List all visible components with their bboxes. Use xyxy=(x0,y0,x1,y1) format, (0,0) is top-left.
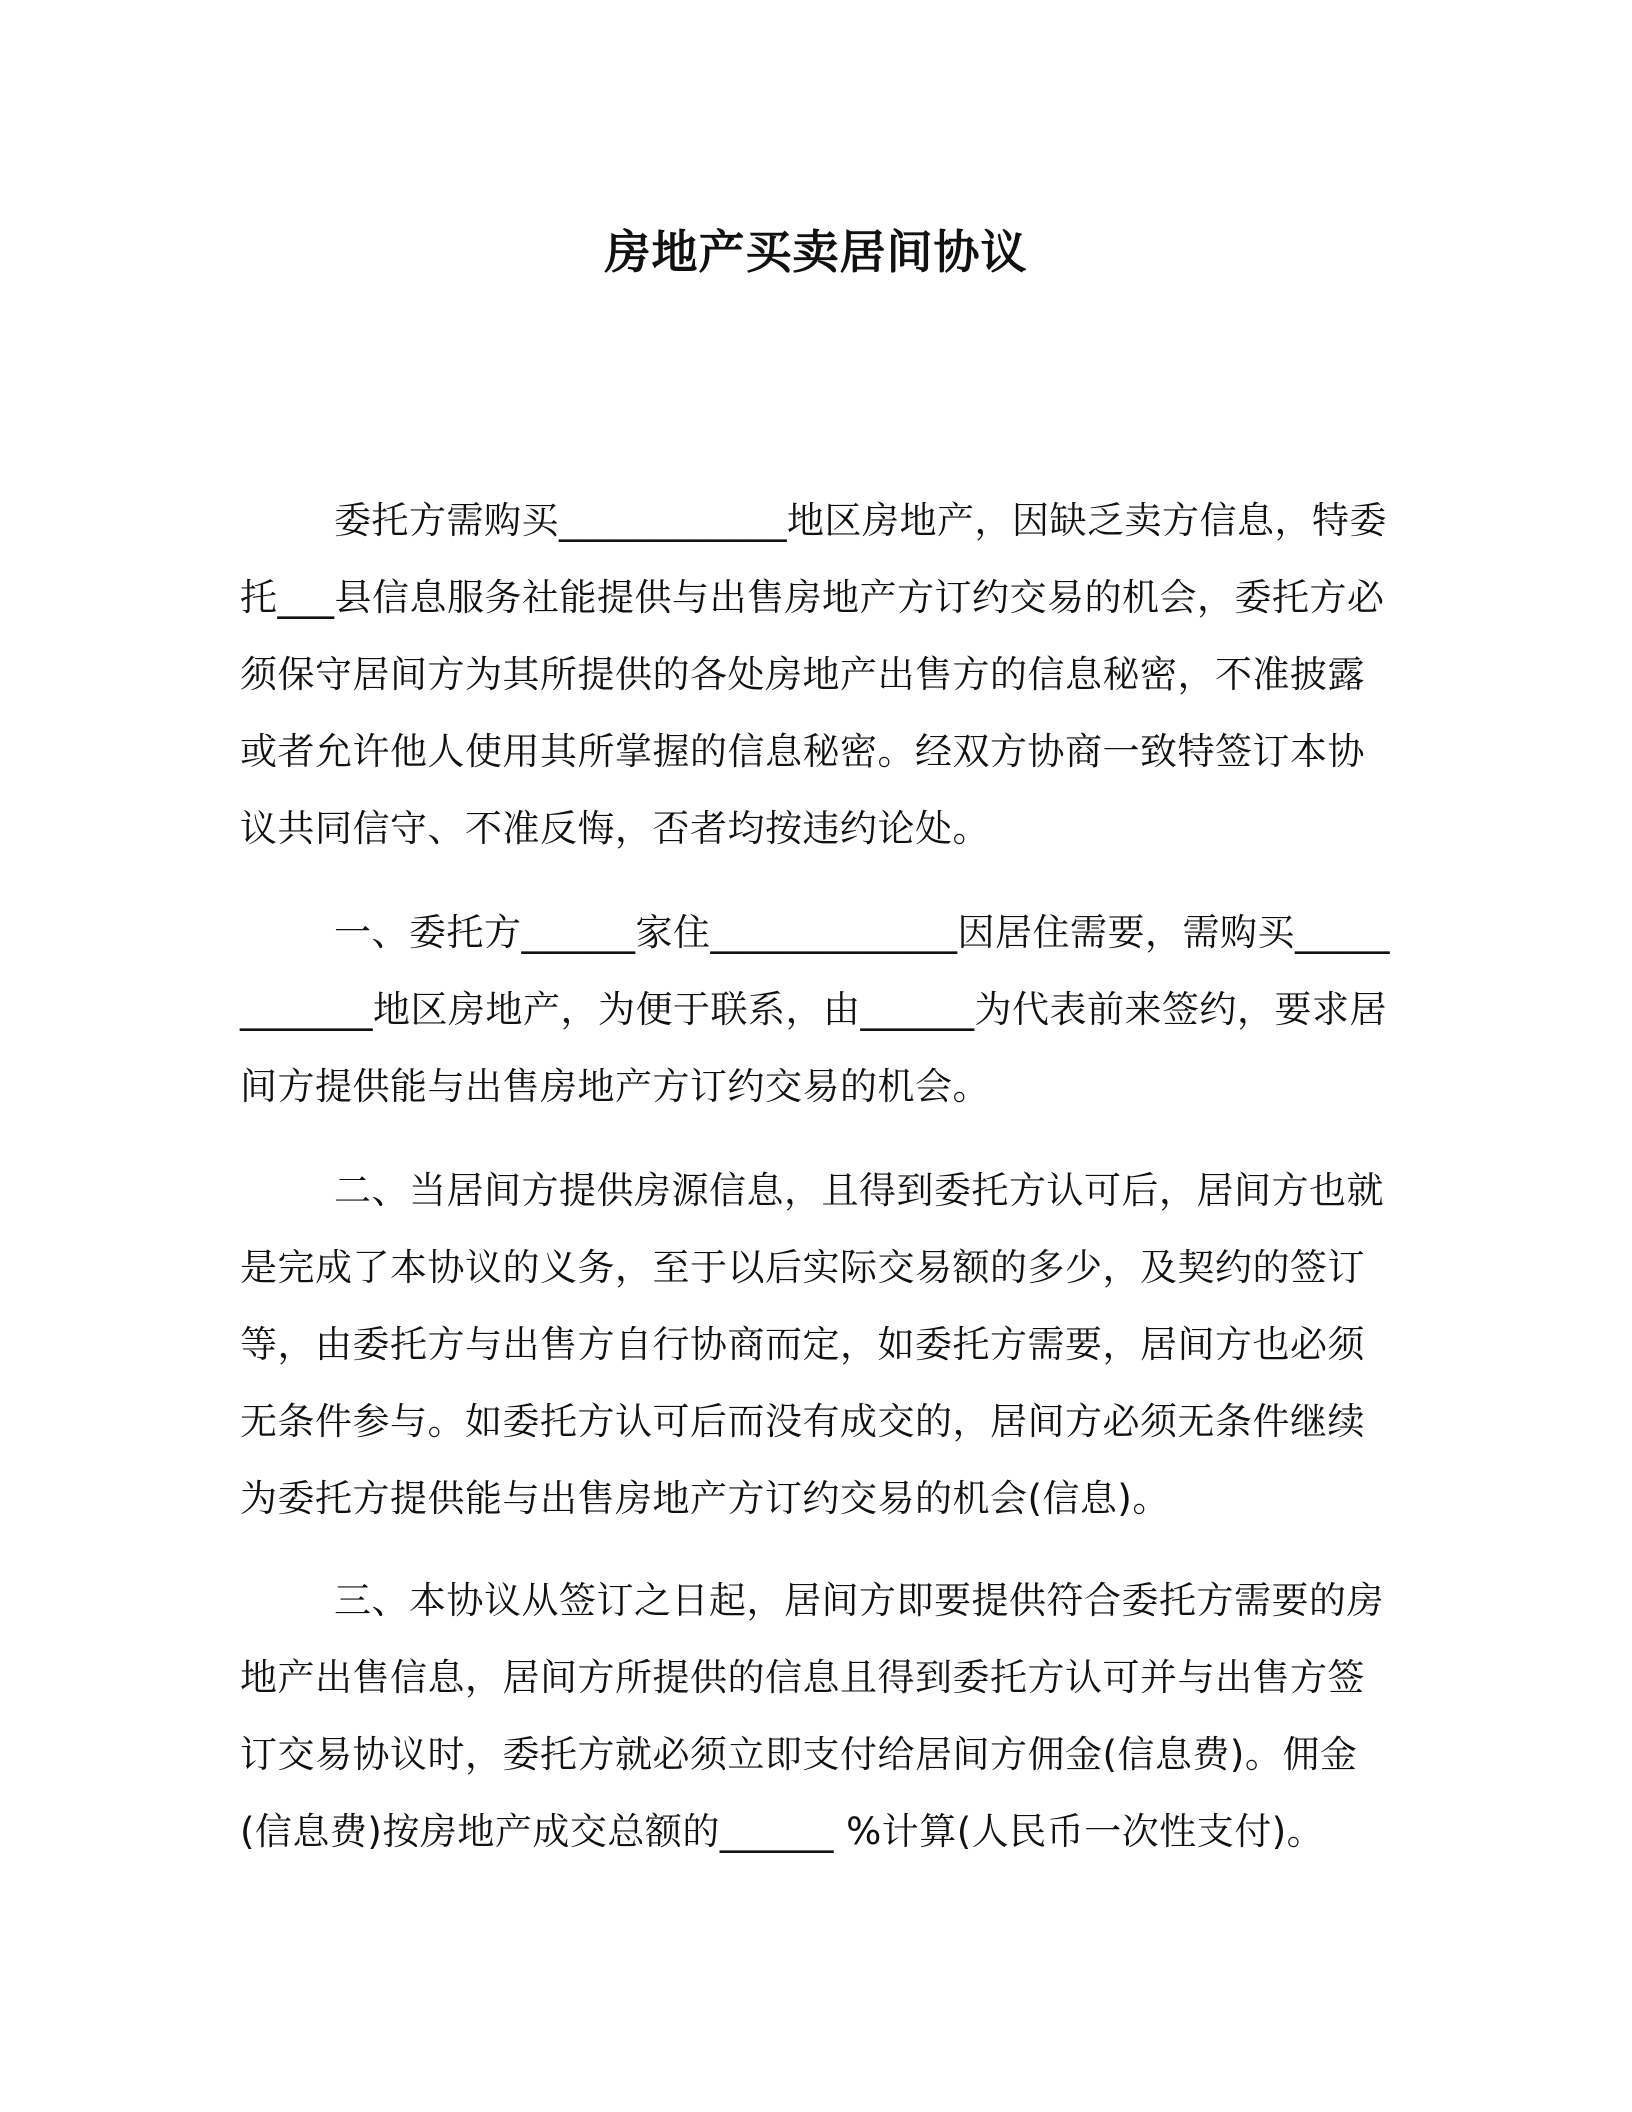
preamble-paragraph: 委托方需购买____________地区房地产，因缺乏卖方信息，特委托___县信息服务社能提供与出售房地产方订约交易的机会，委托方必须保守居间方为其所提供的各处房地产出售方的信息秘密，不准披露或者允许他人使用其所掌握的信息秘密。经双方协商一致特签订本协议共同信守、不准反悔，否者均按违约论处。 xyxy=(240,499,1387,850)
clause-one-paragraph: 一、委托方______家住_____________因居住需要，需购买____________地区房地产，为便于联系，由______为代表前来签约，要求居间方提供能与出售房地产方订约交易的机会。 xyxy=(240,911,1390,1108)
document-title: 房地产买卖居间协议 xyxy=(604,225,1028,279)
clause-three-paragraph: 三、本协议从签订之日起，居间方即要提供符合委托方需要的房地产出售信息，居间方所提供的信息且得到委托方认可并与出售方签订交易协议时，委托方就必须立即支付给居间方佣金(信息费)。佣金(信息费)按房地产成交总额的______ %计算(人民币一次性支付)。 xyxy=(240,1579,1384,1853)
clause-two-paragraph: 二、当居间方提供房源信息，且得到委托方认可后，居间方也就是完成了本协议的义务，至于以后实际交易额的多少，及契约的签订等，由委托方与出售方自行协商而定，如委托方需要，居间方也必须无条件参与。如委托方认可后而没有成交的，居间方必须无条件继续为委托方提供能与出售房地产方订约交易的机会(信息)。 xyxy=(240,1169,1384,1520)
